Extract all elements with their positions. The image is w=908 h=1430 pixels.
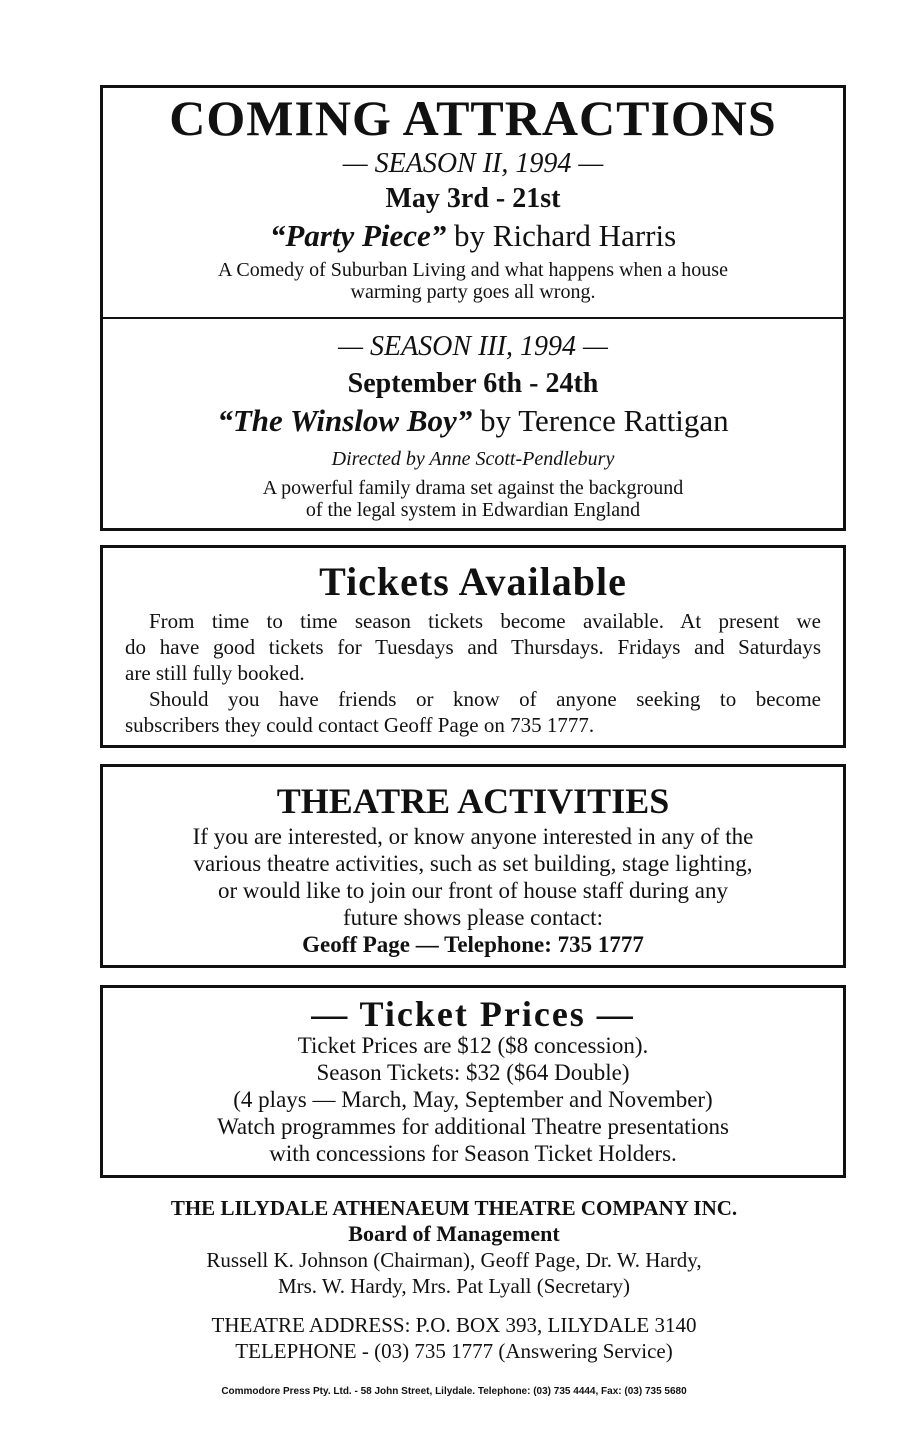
prices-line: with concessions for Season Ticket Holders. <box>269 1141 677 1166</box>
theatre-activities-title: THEATRE ACTIVITIES <box>276 781 670 821</box>
activities-line: various theatre activities, such as set building, stage lighting, <box>193 851 753 876</box>
printer-credit: Commodore Press Pty. Ltd. - 58 John Street, Lilydale. Telephone: (03) 735 4444, Fax: (03) 735 5680 <box>221 1386 687 1397</box>
season-3-dates: September 6th - 24th <box>347 368 599 399</box>
tickets-available-text <box>125 608 821 738</box>
theatre-address: THEATRE ADDRESS: P.O. BOX 393, LILYDALE 3140 <box>211 1313 697 1337</box>
season-2-desc-line: A Comedy of Suburban Living and what happens when a house <box>218 259 728 281</box>
ticket-prices-box <box>100 985 846 1178</box>
season-2-play-title: “Party Piece” <box>269 218 447 253</box>
season-2-description <box>103 259 843 303</box>
prices-line: Watch programmes for additional Theatre presentations <box>217 1114 729 1139</box>
season-2-play <box>103 218 843 254</box>
tickets-available-title: Tickets Available <box>319 559 627 604</box>
season-3-director: Directed by Anne Scott-Pendlebury <box>331 448 615 470</box>
theatre-activities-box <box>100 764 846 968</box>
ticket-prices-title: — Ticket Prices — <box>311 994 635 1034</box>
board-members-line: Russell K. Johnson (Chairman), Geoff Page, Dr. W. Hardy, <box>206 1248 702 1272</box>
paragraph-line: Should you have friends or know of anyone seeking to become <box>149 687 821 711</box>
season-3-description <box>103 477 843 521</box>
season-2-play-author: by Richard Harris <box>454 218 677 253</box>
paragraph-line: From time to time season tickets become available. At present we <box>149 609 821 633</box>
season-2-dates: May 3rd - 21st <box>385 183 561 214</box>
coming-attractions-box <box>100 85 846 531</box>
board-members <box>0 1247 908 1299</box>
season-3-play <box>103 403 843 439</box>
paragraph-line: subscribers they could contact Geoff Page on 735 1777. <box>125 713 595 737</box>
season-divider <box>103 317 843 319</box>
theatre-activities-text <box>103 823 843 958</box>
activities-line: If you are interested, or know anyone interested in any of the <box>192 824 754 849</box>
season-2-desc-line: warming party goes all wrong. <box>350 281 596 303</box>
season-3-heading: — SEASON III, 1994 — <box>338 331 608 362</box>
activities-line: future shows please contact: <box>343 905 603 930</box>
coming-attractions-title: COMING ATTRACTIONS <box>169 90 777 146</box>
season-3-play-author: by Terence Rattigan <box>480 403 729 438</box>
activities-line: or would like to join our front of house staff during any <box>218 878 728 903</box>
board-heading: Board of Management <box>348 1221 560 1246</box>
ticket-prices-text <box>103 1032 843 1167</box>
theatre-telephone: TELEPHONE - (03) 735 1777 (Answering Service) <box>235 1339 673 1363</box>
company-name: THE LILYDALE ATHENAEUM THEATRE COMPANY INC. <box>170 1196 738 1220</box>
activities-contact: Geoff Page — Telephone: 735 1777 <box>302 932 644 957</box>
theatre-address-block <box>0 1312 908 1364</box>
paragraph-line: are still fully booked. <box>125 661 305 685</box>
tickets-available-box <box>100 545 846 748</box>
season-3-desc-line: A powerful family drama set against the background <box>262 477 684 499</box>
prices-line: Ticket Prices are $12 ($8 concession). <box>297 1033 649 1058</box>
season-3-desc-line: of the legal system in Edwardian England <box>305 499 641 521</box>
prices-line: Season Tickets: $32 ($64 Double) <box>316 1060 630 1085</box>
board-members-line: Mrs. W. Hardy, Mrs. Pat Lyall (Secretary) <box>277 1274 631 1298</box>
paragraph-line: do have good tickets for Tuesdays and Thursdays. Fridays and Saturdays <box>125 635 821 659</box>
season-2-heading: — SEASON II, 1994 — <box>342 148 604 179</box>
prices-line: (4 plays — March, May, September and November) <box>233 1087 713 1112</box>
season-3-play-title: “The Winslow Boy” <box>217 403 473 438</box>
